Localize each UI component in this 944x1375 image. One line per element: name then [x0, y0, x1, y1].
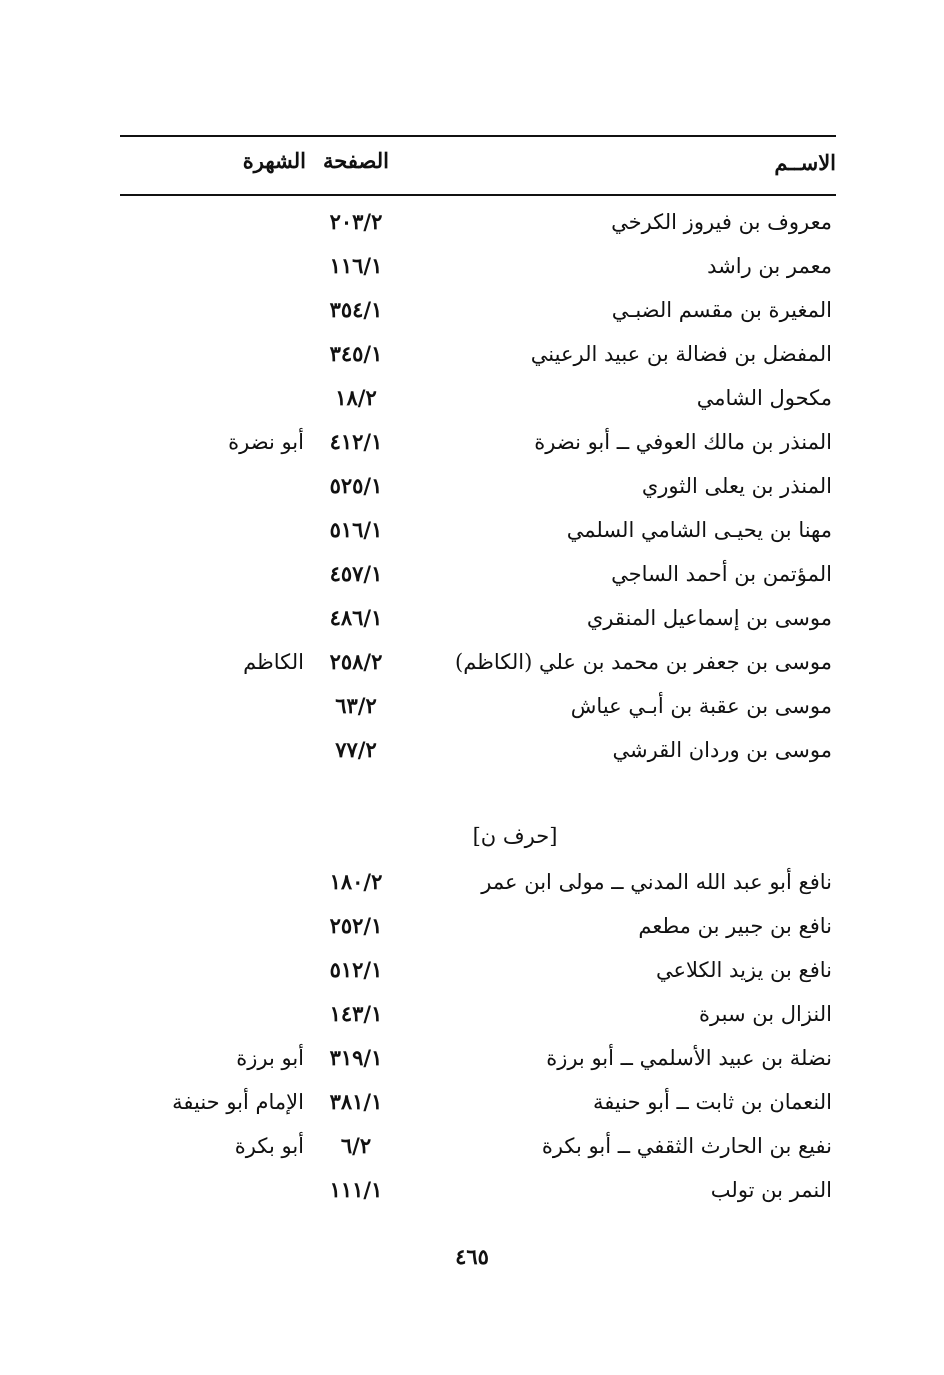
- entry-known-as: الكاظم: [243, 650, 304, 674]
- entry-name: موسى بن عقبة بن أبـي عياش: [570, 694, 832, 718]
- section-heading: [حرف ن]: [472, 824, 558, 848]
- table-row: [0, 684, 944, 728]
- entry-name: موسى بن جعفر بن محمد بن علي (الكاظم): [455, 650, 832, 674]
- entry-page: ٣٥٤/١: [329, 297, 383, 322]
- entry-name: نافع بن جبير بن مطعم: [638, 914, 832, 938]
- entry-known-as: أبو بكرة: [234, 1134, 304, 1158]
- entry-name: مهنا بن يحيـى الشامي السلمي: [566, 518, 832, 542]
- entry-name: المنذر بن مالك العوفي ــ أبو نضرة: [534, 430, 832, 454]
- column-header-page: الصفحة: [323, 148, 389, 173]
- entry-name: معروف بن فيروز الكرخي: [611, 210, 832, 234]
- entry-page: ٥٢٥/١: [329, 473, 383, 498]
- table-row: [0, 508, 944, 552]
- entry-name: معمر بن راشد: [707, 254, 832, 278]
- entry-page: ٥١٢/١: [329, 957, 383, 982]
- entry-known-as: أبو برزة: [236, 1046, 304, 1070]
- entry-page: ٢٥٨/٢: [329, 649, 383, 674]
- table-row: [0, 420, 944, 464]
- entry-name: نفيع بن الحارث الثقفي ــ أبو بكرة: [541, 1134, 832, 1158]
- entry-known-as: أبو نضرة: [228, 430, 304, 454]
- table-row: [0, 332, 944, 376]
- entry-page: ١٤٣/١: [329, 1001, 383, 1026]
- table-row: [0, 1036, 944, 1080]
- entry-page: ١١١/١: [329, 1177, 383, 1202]
- table-row: [0, 596, 944, 640]
- entry-known-as: الإمام أبو حنيفة: [172, 1090, 304, 1114]
- entry-name: المؤتمن بن أحمد الساجي: [611, 562, 832, 586]
- entry-page: ١٨/٢: [335, 385, 377, 410]
- table-row: [0, 552, 944, 596]
- entry-name: نضلة بن عبيد الأسلمي ــ أبو برزة: [546, 1046, 832, 1070]
- entry-page: ١٨٠/٢: [329, 869, 383, 894]
- entry-page: ٤٥٧/١: [329, 561, 383, 586]
- table-row: [0, 244, 944, 288]
- entry-page: ٣١٩/١: [329, 1045, 383, 1070]
- table-row: [0, 376, 944, 420]
- entry-page: ٤١٢/١: [329, 429, 383, 454]
- table-row: [0, 948, 944, 992]
- entry-name: نافع بن يزيد الكلاعي: [655, 958, 832, 982]
- table-row: [0, 860, 944, 904]
- entry-name: النعمان بن ثابت ــ أبو حنيفة: [593, 1090, 832, 1114]
- entry-name: موسى بن إسماعيل المنقري: [586, 606, 832, 630]
- entry-name: النزال بن سبرة: [699, 1002, 832, 1026]
- entry-name: المفضل بن فضالة بن عبيد الرعيني: [530, 342, 832, 366]
- entry-page: ٧٧/٢: [335, 737, 377, 762]
- entry-page: ٥١٦/١: [329, 517, 383, 542]
- table-row: [0, 288, 944, 332]
- table-row: [0, 1124, 944, 1168]
- entry-page: ٦/٢: [340, 1133, 372, 1158]
- column-header-known: الشهرة: [242, 148, 306, 173]
- entry-name: النمر بن تولب: [710, 1178, 832, 1202]
- table-row: [0, 1168, 944, 1212]
- entry-page: ٦٣/٢: [335, 693, 377, 718]
- table-row: [0, 1080, 944, 1124]
- entry-page: ٤٨٦/١: [329, 605, 383, 630]
- entry-page: ٣٤٥/١: [329, 341, 383, 366]
- entry-name: المنذر بن يعلى الثوري: [641, 474, 832, 498]
- entry-page: ٢٠٣/٢: [329, 209, 383, 234]
- table-row: [0, 640, 944, 684]
- entry-page: ٢٥٢/١: [329, 913, 383, 938]
- entry-page: ٣٨١/١: [329, 1089, 383, 1114]
- entry-page: ١١٦/١: [329, 253, 383, 278]
- table-row: [0, 200, 944, 244]
- table-row: [0, 464, 944, 508]
- entry-name: المغيرة بن مقسم الضبـي: [611, 298, 832, 322]
- page-number: ٤٦٥: [455, 1244, 489, 1269]
- table-row: [0, 728, 944, 772]
- column-header-name: الاســم: [774, 150, 836, 175]
- entry-name: نافع أبو عبد الله المدني ــ مولى ابن عمر: [481, 870, 832, 894]
- table-row: [0, 992, 944, 1036]
- entry-name: موسى بن وردان القرشي: [612, 738, 832, 762]
- entry-name: مكحول الشامي: [696, 386, 832, 410]
- table-row: [0, 904, 944, 948]
